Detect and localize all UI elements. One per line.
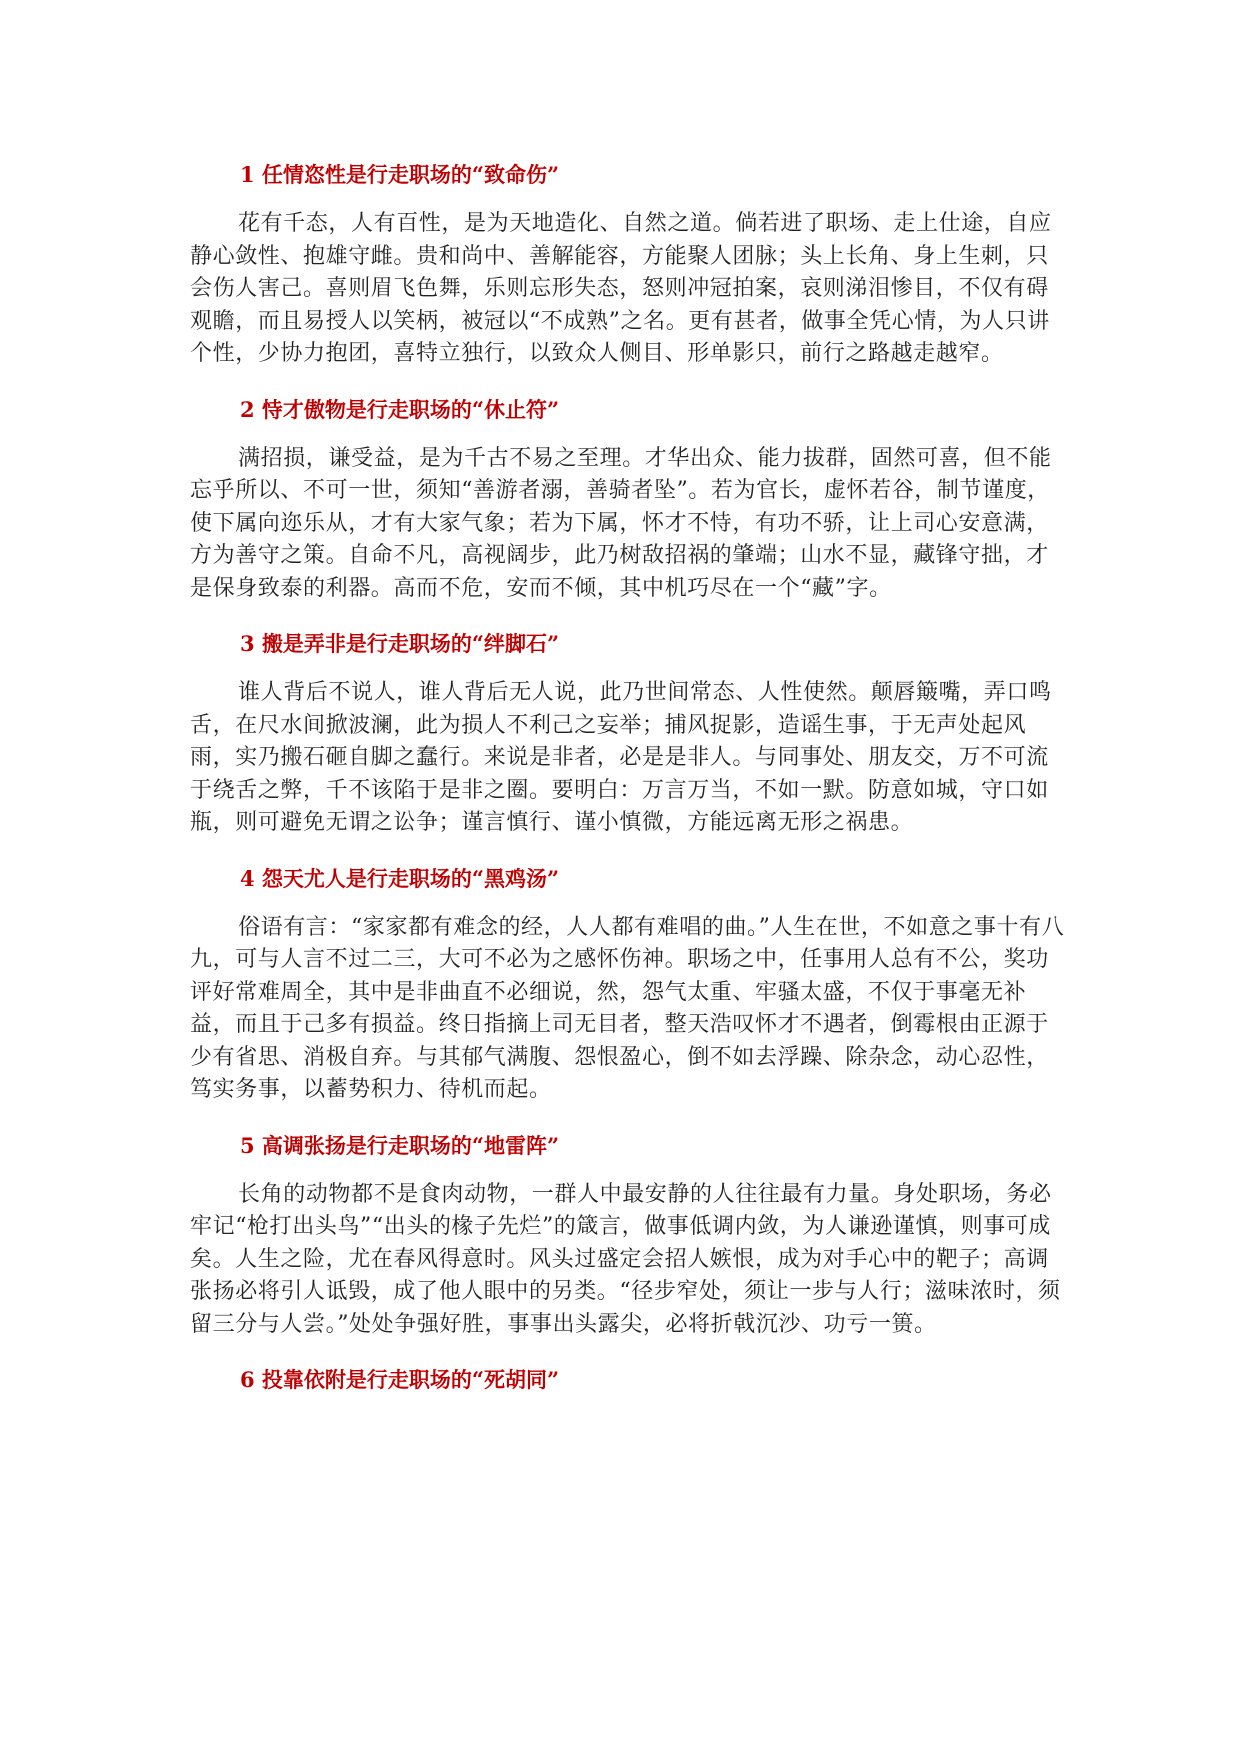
section-5-body: 长角的动物都不是食肉动物，一群人中最安静的人往往最有力量。身处职场，务必牢记“枪打出头鸟”“出头的椽子先烂”的箴言，做事低调内敛，为人谦逊谨慎，则事可成矣。人生之险，尤在春风得意时。风头过盛定会招人嫉恨，成为对手心中的靶子；高调张扬必将引人诋毁，成了他人眼中的另类。“径步窄处，须让一步与人行；滋味浓时，须留三分与人尝。”处处争强好胜，事事出头露尖，必将折戟沉沙、功亏一篑。 [190, 1181, 1061, 1337]
section-2-body: 满招损，谦受益，是为千古不易之至理。才华出众、能力拔群，固然可喜，但不能忘乎所以、不可一世，须知“善游者溺，善骑者坠”。若为官长，虚怀若谷，制节谨度，使下属向迩乐从，才有大家气象；若为下属，怀才不恃，有功不骄，让上司心安意满，方为善守之策。自命不凡，高视阔步，此乃树敌招祸的肇端；山水不显，藏锋守拙，才是保身致泰的利器。高而不危，安而不倾，其中机巧尽在一个“藏”字。 [190, 445, 1052, 601]
section-1-title: 1 任情恣性是行走职场的“致命伤” [240, 162, 560, 187]
section-6-title: 6 投靠依附是行走职场的“死胡同” [240, 1367, 560, 1392]
section-3-title: 3 搬是弄非是行走职场的“绊脚石” [240, 631, 560, 656]
section-3-body: 谁人背后不说人，谁人背后无人说，此乃世间常态、人性使然。颠唇簸嘴，弄口鸣舌，在尺水间掀波澜，此为损人不利己之妄举；捕风捉影，造谣生事，于无声处起风雨，实乃搬石砸自脚之蠢行。来说是非者，必是是非人。与同事处、朋友交，万不可流于绕舌之弊，千不该陷于是非之圈。要明白：万言万当，不如一默。防意如城，守口如瓶，则可避免无谓之讼争；谨言慎行、谨小慎微，方能远离无形之祸患。 [190, 680, 1052, 835]
section-1-body: 花有千态，人有百性，是为天地造化、自然之道。倘若进了职场、走上仕途，自应静心敛性、抱雄守雌。贵和尚中、善解能容，方能聚人团脉；头上长角、身上生刺，只会伤人害己。喜则眉飞色舞，乐则忘形失态，怒则冲冠拍案，哀则涕泪惨目，不仅有碍观瞻，而且易授人以笑柄，被冠以“不成熟”之名。更有甚者，做事全凭心情，为人只讲个性，少协力抱团，喜特立独行，以致众人侧目、形单影只，前行之路越走越窄。 [190, 211, 1052, 366]
document-page [190, 160, 1070, 1413]
section-2-title: 2 恃才傲物是行走职场的“休止符” [240, 396, 560, 422]
section-4-title: 4 怨天尤人是行走职场的“黑鸡汤” [240, 865, 560, 891]
section-4-body: 俗语有言：“家家都有难念的经，人人都有难唱的曲。”人生在世，不如意之事十有八九，可与人言不过二三，大可不必为之感怀伤神。职场之中，任事用人总有不公，奖功评好常难周全，其中是非曲直不必细说，然，怨气太重、牢骚太盛，不仅于事毫无补益，而且于己多有损益。终日指摘上司无目者，整天浩叹怀才不遇者，倒霉根由正源于少有省思、消极自弃。与其郁气满腹、怨恨盈心，倒不如去浮躁、除杂念，动心忍性，笃实务事，以蓄势积力、待机而起。 [190, 914, 1065, 1102]
section-5-title: 5 高调张扬是行走职场的“地雷阵” [240, 1132, 560, 1158]
